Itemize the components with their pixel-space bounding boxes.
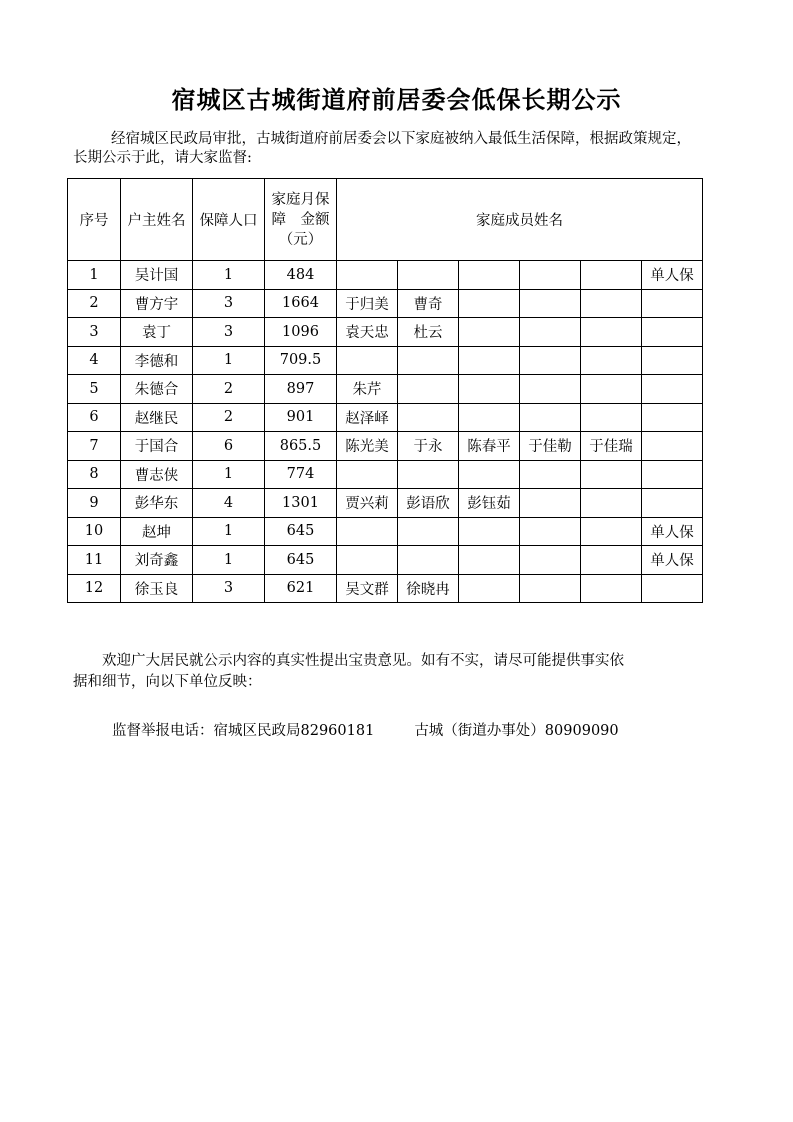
table-row [68, 546, 703, 575]
cell-member: 于佳勒 [520, 432, 581, 461]
cell-member [459, 289, 520, 318]
cell-member: 贾兴莉 [337, 489, 398, 518]
cell-member [459, 346, 520, 375]
cell-member [581, 546, 642, 575]
cell-member [520, 517, 581, 546]
header-head-name: 户主姓名 [121, 179, 193, 261]
cell-member [520, 346, 581, 375]
cell-member: 陈光美 [337, 432, 398, 461]
cell-member [398, 346, 459, 375]
cell-member [459, 318, 520, 347]
cell-note: 单人保 [642, 517, 703, 546]
cell-member [581, 318, 642, 347]
table-body [68, 261, 703, 603]
cell-persons: 1 [193, 460, 265, 489]
cell-amount: 1664 [265, 289, 337, 318]
cell-note: 单人保 [642, 261, 703, 290]
cell-note [642, 289, 703, 318]
subdistrict-contact: 古城（街道办事处）80909090 [414, 723, 619, 739]
table-row [68, 489, 703, 518]
cell-note [642, 403, 703, 432]
table-header-row [68, 179, 703, 261]
cell-member: 彭钰茹 [459, 489, 520, 518]
cell-amount: 865.5 [265, 432, 337, 461]
cell-member [520, 261, 581, 290]
cell-persons: 2 [193, 403, 265, 432]
cell-amount: 1096 [265, 318, 337, 347]
cell-seq: 12 [68, 574, 121, 603]
cell-persons: 2 [193, 375, 265, 404]
cell-amount: 621 [265, 574, 337, 603]
intro-paragraph: 经宿城区民政局审批，古城街道府前居委会以下家庭被纳入最低生活保障，根据政策规定，长期公示于此，请大家监督: [73, 131, 691, 166]
cell-head-name: 刘奇鑫 [121, 546, 193, 575]
district-contact: 监督举报电话：宿城区民政局82960181 [112, 723, 375, 739]
cell-member [337, 261, 398, 290]
cell-amount: 645 [265, 517, 337, 546]
cell-member [398, 375, 459, 404]
cell-note: 单人保 [642, 546, 703, 575]
cell-persons: 6 [193, 432, 265, 461]
header-amount: 家庭月保障 金额（元） [265, 179, 337, 261]
cell-member [581, 403, 642, 432]
cell-member [337, 460, 398, 489]
cell-member [459, 460, 520, 489]
cell-member: 徐晓冉 [398, 574, 459, 603]
header-members: 家庭成员姓名 [337, 179, 703, 261]
cell-seq: 7 [68, 432, 121, 461]
cell-head-name: 曹方宇 [121, 289, 193, 318]
cell-member [520, 460, 581, 489]
feedback-paragraph: 欢迎广大居民就公示内容的真实性提出宝贵意见。如有不实，请尽可能提供事实依据和细节，向以下单位反映： [73, 653, 624, 690]
cell-persons: 1 [193, 346, 265, 375]
table-row [68, 289, 703, 318]
cell-amount: 897 [265, 375, 337, 404]
cell-member [581, 261, 642, 290]
cell-seq: 6 [68, 403, 121, 432]
cell-member [581, 489, 642, 518]
cell-note [642, 318, 703, 347]
cell-member [581, 346, 642, 375]
cell-head-name: 曹志侠 [121, 460, 193, 489]
cell-member [520, 574, 581, 603]
cell-member [337, 517, 398, 546]
cell-note [642, 574, 703, 603]
table-row [68, 432, 703, 461]
cell-member [337, 346, 398, 375]
cell-note [642, 489, 703, 518]
table-row [68, 574, 703, 603]
cell-member: 朱芹 [337, 375, 398, 404]
cell-member [520, 546, 581, 575]
cell-member [459, 403, 520, 432]
cell-member [337, 546, 398, 575]
cell-member: 吴文群 [337, 574, 398, 603]
cell-persons: 4 [193, 489, 265, 518]
cell-member: 赵泽峄 [337, 403, 398, 432]
cell-member [398, 261, 459, 290]
cell-seq: 2 [68, 289, 121, 318]
cell-head-name: 赵坤 [121, 517, 193, 546]
cell-seq: 8 [68, 460, 121, 489]
cell-member [459, 261, 520, 290]
table-row [68, 460, 703, 489]
cell-member: 于永 [398, 432, 459, 461]
cell-persons: 1 [193, 261, 265, 290]
cell-head-name: 于国合 [121, 432, 193, 461]
header-persons: 保障人口 [193, 179, 265, 261]
cell-member [398, 403, 459, 432]
contact-line [112, 719, 619, 740]
cell-persons: 1 [193, 517, 265, 546]
cell-note [642, 375, 703, 404]
cell-persons: 3 [193, 574, 265, 603]
cell-member: 袁天忠 [337, 318, 398, 347]
cell-amount: 645 [265, 546, 337, 575]
cell-head-name: 徐玉良 [121, 574, 193, 603]
cell-member [459, 574, 520, 603]
cell-member [459, 375, 520, 404]
cell-member [459, 546, 520, 575]
cell-seq: 5 [68, 375, 121, 404]
cell-member [520, 289, 581, 318]
page-title: 宿城区古城街道府前居委会低保长期公示 [171, 85, 622, 114]
cell-member: 杜云 [398, 318, 459, 347]
cell-member [520, 489, 581, 518]
cell-amount: 484 [265, 261, 337, 290]
cell-amount: 709.5 [265, 346, 337, 375]
cell-note [642, 432, 703, 461]
cell-seq: 11 [68, 546, 121, 575]
cell-member [398, 517, 459, 546]
cell-amount: 774 [265, 460, 337, 489]
cell-head-name: 朱德合 [121, 375, 193, 404]
table-row [68, 375, 703, 404]
cell-member [398, 546, 459, 575]
cell-member: 彭语欣 [398, 489, 459, 518]
cell-head-name: 赵继民 [121, 403, 193, 432]
cell-member [459, 517, 520, 546]
cell-amount: 1301 [265, 489, 337, 518]
table-row [68, 318, 703, 347]
cell-member [581, 289, 642, 318]
cell-member [520, 375, 581, 404]
cell-head-name: 吴计国 [121, 261, 193, 290]
cell-persons: 3 [193, 289, 265, 318]
table-row [68, 403, 703, 432]
table-row [68, 346, 703, 375]
cell-member: 于佳瑞 [581, 432, 642, 461]
subsistence-table [67, 178, 703, 603]
cell-member [398, 460, 459, 489]
cell-member [581, 574, 642, 603]
cell-member: 于归美 [337, 289, 398, 318]
cell-note [642, 346, 703, 375]
table-row [68, 261, 703, 290]
cell-seq: 4 [68, 346, 121, 375]
cell-seq: 9 [68, 489, 121, 518]
cell-member: 曹奇 [398, 289, 459, 318]
cell-amount: 901 [265, 403, 337, 432]
table-row [68, 517, 703, 546]
cell-member [520, 403, 581, 432]
cell-seq: 10 [68, 517, 121, 546]
cell-persons: 3 [193, 318, 265, 347]
cell-seq: 3 [68, 318, 121, 347]
cell-member [581, 460, 642, 489]
cell-seq: 1 [68, 261, 121, 290]
header-seq: 序号 [68, 179, 121, 261]
cell-member [520, 318, 581, 347]
cell-member: 陈春平 [459, 432, 520, 461]
cell-member [581, 517, 642, 546]
cell-head-name: 彭华东 [121, 489, 193, 518]
cell-persons: 1 [193, 546, 265, 575]
cell-head-name: 李德和 [121, 346, 193, 375]
cell-head-name: 袁丁 [121, 318, 193, 347]
cell-member [581, 375, 642, 404]
cell-note [642, 460, 703, 489]
